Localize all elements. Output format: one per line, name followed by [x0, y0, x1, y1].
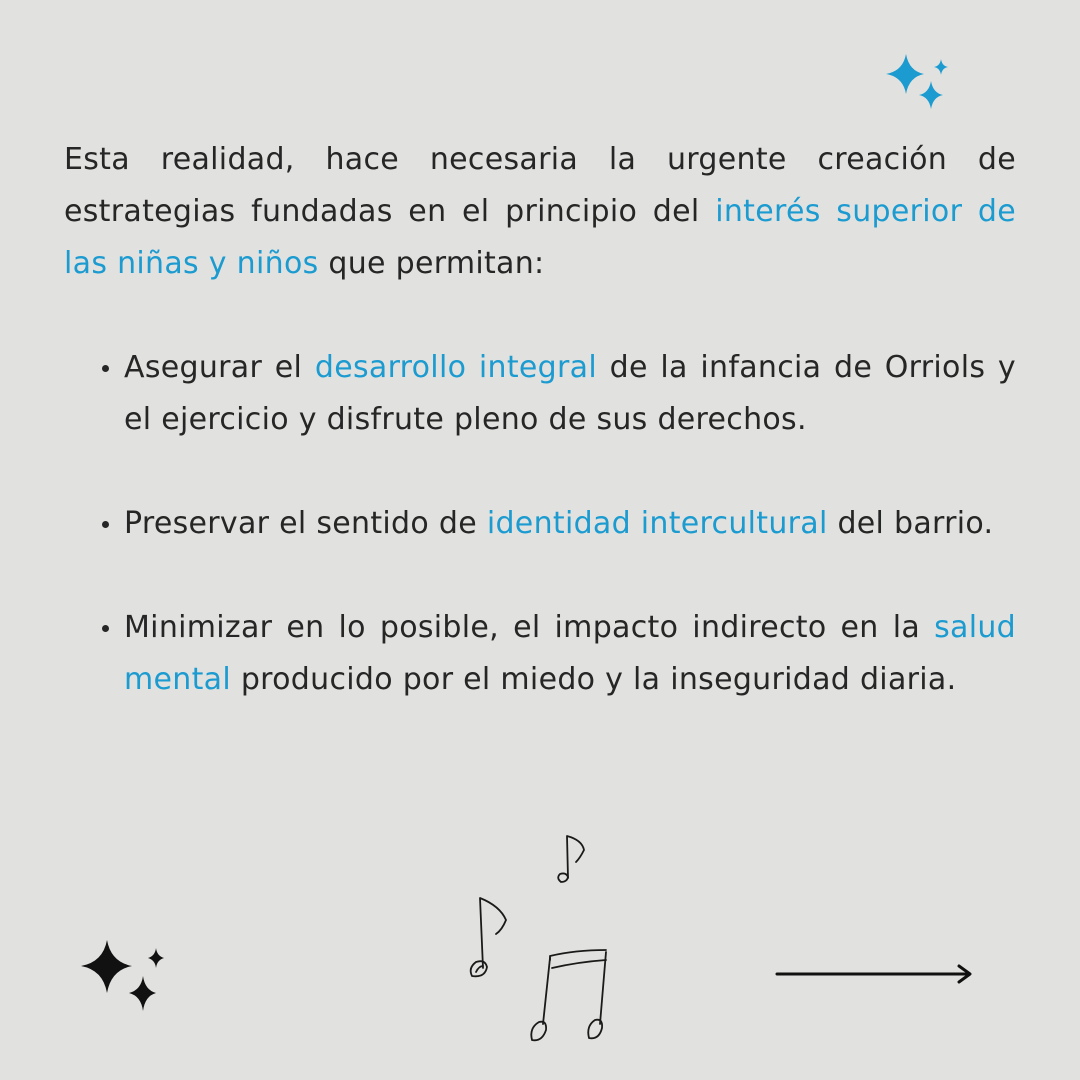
- list-item: Preservar el sentido de identidad intercultural del barrio.: [64, 498, 1016, 550]
- item-highlight: salud mental: [124, 610, 1016, 697]
- bullet-list: [64, 342, 1016, 706]
- next-arrow-icon[interactable]: [775, 962, 975, 986]
- item-highlight: desarrollo integral: [314, 350, 597, 385]
- intro-highlight: interés superior de las niñas y niños: [64, 194, 1016, 281]
- item-highlight: identidad intercultural: [486, 506, 828, 541]
- list-item: Minimizar en lo posible, el impacto indirecto en la salud mental producido por el miedo y la inseguridad diaria.: [64, 602, 1016, 706]
- sparkles-icon-bottom: [76, 936, 172, 1016]
- intro-paragraph: Esta realidad, hace necesaria la urgente creación de estrategias fundadas en el principio del interés superior de las niñas y niños que permitan:: [64, 142, 1016, 281]
- main-text: [64, 134, 1016, 758]
- sparkles-icon-top: [880, 50, 952, 112]
- music-notes-icon: [460, 828, 630, 1054]
- list-item: Asegurar el desarrollo integral de la infancia de Orriols y el ejercicio y disfrute pleno de sus derechos.: [64, 342, 1016, 446]
